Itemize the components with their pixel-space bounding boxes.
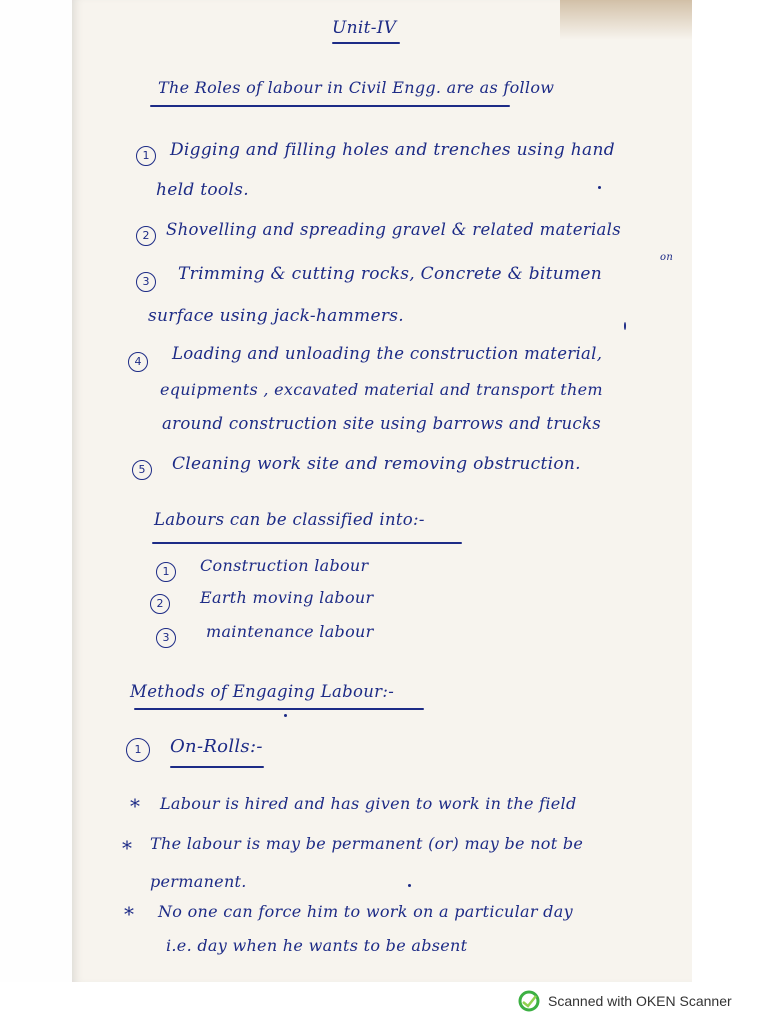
role-4-line1: Loading and unloading the construction material, (172, 344, 603, 363)
role-4-line3: around construction site using barrows and trucks (162, 414, 602, 433)
stray-mark (624, 322, 626, 330)
point-2-bullet: * (122, 836, 133, 860)
role-3-number: 3 (136, 272, 156, 292)
section1-title-underline (150, 105, 510, 107)
point-3-line1: No one can force him to work on a particular day (158, 902, 573, 921)
point-2-line2: permanent. (150, 872, 247, 891)
subsection-number: 1 (126, 738, 150, 762)
subsection-title: On-Rolls:- (170, 736, 263, 757)
point-2-line1: The labour is may be permanent (or) may be not be (150, 834, 584, 853)
class-3-number: 3 (156, 628, 176, 648)
role-3-line1: Trimming & cutting rocks, Concrete & bitumen (178, 264, 603, 284)
class-3-label: maintenance labour (206, 622, 374, 641)
stray-mark (408, 884, 411, 887)
role-1-number: 1 (136, 146, 156, 166)
point-1-line1: Labour is hired and has given to work in the field (160, 794, 577, 813)
role-1-line1: Digging and filling holes and trenches using hand (170, 140, 615, 160)
page-corner-shadow (560, 0, 692, 40)
section1-title: The Roles of labour in Civil Engg. are as follow (158, 78, 555, 97)
section2-title: Labours can be classified into:- (154, 510, 425, 529)
role-5-number: 5 (132, 460, 152, 480)
right-margin (692, 0, 768, 982)
class-1-label: Construction labour (200, 556, 369, 575)
unit-heading: Unit-IV (332, 18, 397, 38)
subsection-title-underline (170, 766, 264, 768)
point-3-line2: i.e. day when he wants to be absent (166, 936, 468, 955)
role-4-number: 4 (128, 352, 148, 372)
oken-scanner-logo-icon (518, 990, 540, 1012)
section2-title-underline (152, 542, 462, 544)
role-1-line2: held tools. (156, 180, 249, 200)
section3-title-underline (134, 708, 424, 710)
role-2-line1: Shovelling and spreading gravel & related materials (166, 220, 621, 239)
scanner-watermark-text: Scanned with OKEN Scanner (548, 993, 732, 1009)
point-3-bullet: * (124, 902, 135, 926)
unit-heading-underline (332, 42, 400, 44)
stray-mark (284, 714, 287, 717)
point-1-bullet: * (130, 794, 141, 818)
role-5-line1: Cleaning work site and removing obstruction. (172, 454, 581, 474)
class-2-number: 2 (150, 594, 170, 614)
scanner-watermark (518, 990, 732, 1012)
left-margin (0, 0, 72, 982)
role-2-number: 2 (136, 226, 156, 246)
role-3-superscript: on (660, 252, 674, 263)
class-2-label: Earth moving labour (200, 588, 374, 607)
role-3-line2: surface using jack-hammers. (148, 306, 404, 326)
stray-mark (598, 186, 601, 189)
class-1-number: 1 (156, 562, 176, 582)
role-4-line2: equipments , excavated material and transport them (160, 380, 603, 399)
section3-title: Methods of Engaging Labour:- (130, 682, 395, 701)
